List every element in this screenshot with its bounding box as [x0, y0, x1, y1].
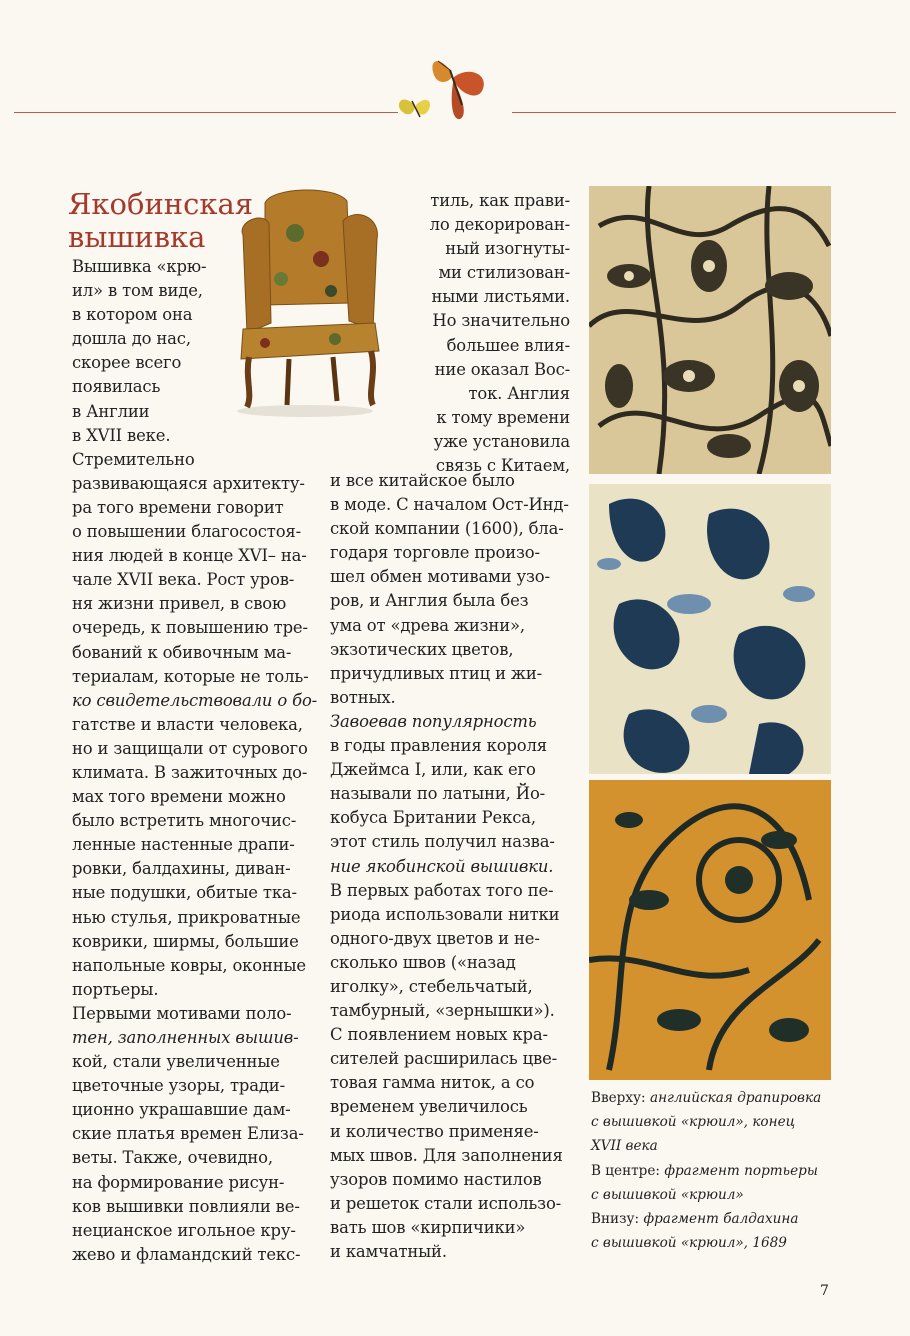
- caption-label: Вверху:: [591, 1090, 646, 1106]
- text-line: тамбурный, «зернышки»).: [330, 1001, 555, 1021]
- text-line: ния людей в конце XVI– на-: [72, 546, 307, 566]
- header-rule-left: [14, 112, 398, 113]
- text-line: ил» в том виде,: [72, 281, 203, 301]
- text-line: товая гамма ниток, а со: [330, 1073, 535, 1093]
- text-line: жево и фламандский текс-: [72, 1244, 301, 1264]
- text-line: тиль, как прави-: [430, 191, 570, 210]
- butterflies-ornament: [390, 45, 510, 135]
- text-line: кобуса Британии Рекса,: [330, 808, 536, 828]
- butterfly-large-icon: [432, 61, 483, 119]
- text-line: большее влия-: [446, 335, 570, 355]
- text-line: развивающаяся архитекту-: [72, 473, 305, 493]
- text-line: и все китайское было: [330, 471, 515, 490]
- text-line: напольные ковры, оконные: [72, 955, 306, 975]
- text-line: и камчатный.: [330, 1242, 447, 1261]
- text-line: Вышивка «крю-: [72, 257, 207, 276]
- caption-line: [591, 1086, 821, 1110]
- text-line: ума от «древа жизни»,: [330, 615, 525, 635]
- text-line: в годы правления короля: [330, 736, 547, 756]
- text-line: ские платья времен Елиза-: [72, 1124, 304, 1144]
- text-line: дошла до нас,: [72, 329, 191, 349]
- text-line: цветочные узоры, тради-: [72, 1076, 285, 1096]
- text-line: ра того времени говорит: [72, 497, 284, 517]
- text-line: ние оказал Вос-: [434, 359, 570, 379]
- text-line: вотных.: [330, 687, 396, 707]
- text-line: ров, и Англия была без: [330, 591, 529, 611]
- caption-text: XVII века: [591, 1138, 658, 1155]
- caption-text: с вышивкой «крюил»: [591, 1186, 744, 1203]
- text-line: сителей расширилась цве-: [330, 1049, 558, 1069]
- embroidery-image-top: [589, 186, 831, 474]
- caption-label: Внизу:: [591, 1211, 640, 1228]
- embroidery-image-middle: [589, 484, 831, 774]
- text-line: ционно украшавшие дам-: [72, 1100, 291, 1120]
- text-line: ской компании (1600), бла-: [330, 519, 564, 539]
- text-line: Первыми мотивами поло-: [72, 1003, 292, 1023]
- text-line: ня жизни привел, в свою: [72, 594, 287, 614]
- text-line: но и защищали от сурового: [72, 738, 308, 758]
- body-column-2-bottom: [330, 469, 569, 1264]
- caption-label: В центре:: [591, 1162, 661, 1179]
- text-line: узоров помимо настилов: [330, 1169, 542, 1189]
- text-line: нецианское игольное кру-: [72, 1220, 296, 1240]
- text-line: шел обмен мотивами узо-: [330, 567, 550, 587]
- text-line: бований к обивочным ма-: [72, 642, 292, 662]
- caption-text: с вышивкой «крюил», конец: [591, 1114, 796, 1131]
- text-line: В первых работах того пе-: [330, 880, 554, 900]
- text-line: териалам, которые не толь-: [72, 666, 309, 686]
- text-line: мых швов. Для заполнения: [330, 1145, 563, 1165]
- body-column-1: [72, 255, 317, 1267]
- text-line: веты. Также, очевидно,: [72, 1148, 273, 1168]
- text-line: гатстве и власти человека,: [72, 714, 303, 734]
- text-line: появилась: [72, 377, 161, 397]
- caption-text: фрагмент балдахина: [643, 1211, 799, 1228]
- caption-line: [591, 1231, 821, 1255]
- header-rule-right: [512, 112, 896, 113]
- text-line: экзотических цветов,: [330, 639, 514, 659]
- embroidery-image-bottom: [589, 780, 831, 1080]
- text-line: в XVII веке.: [72, 425, 171, 445]
- article-title: Якобинская вышивка: [68, 187, 254, 254]
- text-line: одного-двух цветов и не-: [330, 928, 540, 948]
- caption-line: [591, 1134, 821, 1158]
- text-line: временем увеличилось: [330, 1097, 528, 1117]
- text-line: Стремительно: [72, 449, 195, 469]
- text-line: коврики, ширмы, большие: [72, 931, 299, 951]
- text-line: связь с Китаем,: [435, 456, 570, 476]
- text-line: было встретить многочис-: [72, 811, 297, 831]
- caption-text: английская драпировка: [649, 1090, 822, 1106]
- text-line: о повышении благосостоя-: [72, 522, 302, 542]
- text-line: Джеймса I, или, как его: [330, 760, 536, 780]
- text-line: риода использовали нитки: [330, 904, 560, 924]
- text-line: портьеры.: [72, 979, 159, 999]
- text-line: ние якобинской вышивки.: [330, 856, 554, 876]
- butterfly-small-icon: [399, 100, 430, 118]
- text-line: Но значительно: [432, 311, 570, 331]
- text-line: вать шов «кирпичики»: [330, 1217, 526, 1237]
- caption-line: [591, 1159, 821, 1183]
- text-line: на формирование рисун-: [72, 1172, 285, 1192]
- text-line: в моде. С началом Ост-Инд-: [330, 495, 569, 515]
- text-line: скорее всего: [72, 353, 182, 373]
- text-line: ков вышивки повлияли ве-: [72, 1196, 300, 1216]
- text-line: ными листьями.: [431, 287, 570, 307]
- text-line: тен, заполненных вышив-: [72, 1028, 299, 1047]
- body-column-2-top: [413, 189, 570, 478]
- text-line: причудливых птиц и жи-: [330, 663, 543, 683]
- text-line: и решеток стали использо-: [330, 1193, 562, 1213]
- text-line: ток. Англия: [468, 383, 570, 403]
- text-line: к тому времени: [436, 407, 570, 427]
- page-number: 7: [820, 1283, 829, 1299]
- text-line: ми стилизован-: [438, 263, 570, 283]
- text-line: очередь, к повышению тре-: [72, 618, 308, 638]
- text-line: и количество применяе-: [330, 1121, 539, 1141]
- text-line: уже установила: [433, 431, 570, 451]
- text-line: мах того времени можно: [72, 787, 286, 807]
- caption-line: [591, 1110, 821, 1134]
- caption-line: [591, 1183, 821, 1207]
- text-line: в котором она: [72, 305, 193, 325]
- image-caption: [591, 1086, 821, 1255]
- text-line: ко свидетельствовали о бо-: [72, 690, 318, 710]
- text-line: кой, стали увеличенные: [72, 1052, 280, 1072]
- text-line: ные подушки, обитые тка-: [72, 883, 297, 903]
- text-line: Завоевав популярность: [330, 711, 537, 731]
- caption-line: [591, 1207, 821, 1231]
- text-line: ленные настенные драпи-: [72, 835, 295, 855]
- text-line: иголку», стебельчатый,: [330, 976, 533, 996]
- text-line: в Англии: [72, 401, 150, 421]
- text-line: ло декорирован-: [429, 215, 570, 235]
- caption-text: с вышивкой «крюил», 1689: [591, 1235, 787, 1252]
- text-line: климата. В зажиточных до-: [72, 762, 308, 782]
- text-line: чале XVII века. Рост уров-: [72, 570, 295, 590]
- text-line: С появлением новых кра-: [330, 1025, 548, 1045]
- text-line: годаря торговле произо-: [330, 543, 540, 563]
- text-line: ровки, балдахины, диван-: [72, 859, 291, 879]
- caption-text: фрагмент портьеры: [664, 1162, 818, 1179]
- text-line: нью стулья, прикроватные: [72, 907, 301, 927]
- text-line: этот стиль получил назва-: [330, 832, 555, 852]
- text-line: называли по латыни, Йо-: [330, 784, 546, 804]
- text-line: сколько швов («назад: [330, 952, 516, 972]
- text-line: ный изогнуты-: [445, 239, 570, 259]
